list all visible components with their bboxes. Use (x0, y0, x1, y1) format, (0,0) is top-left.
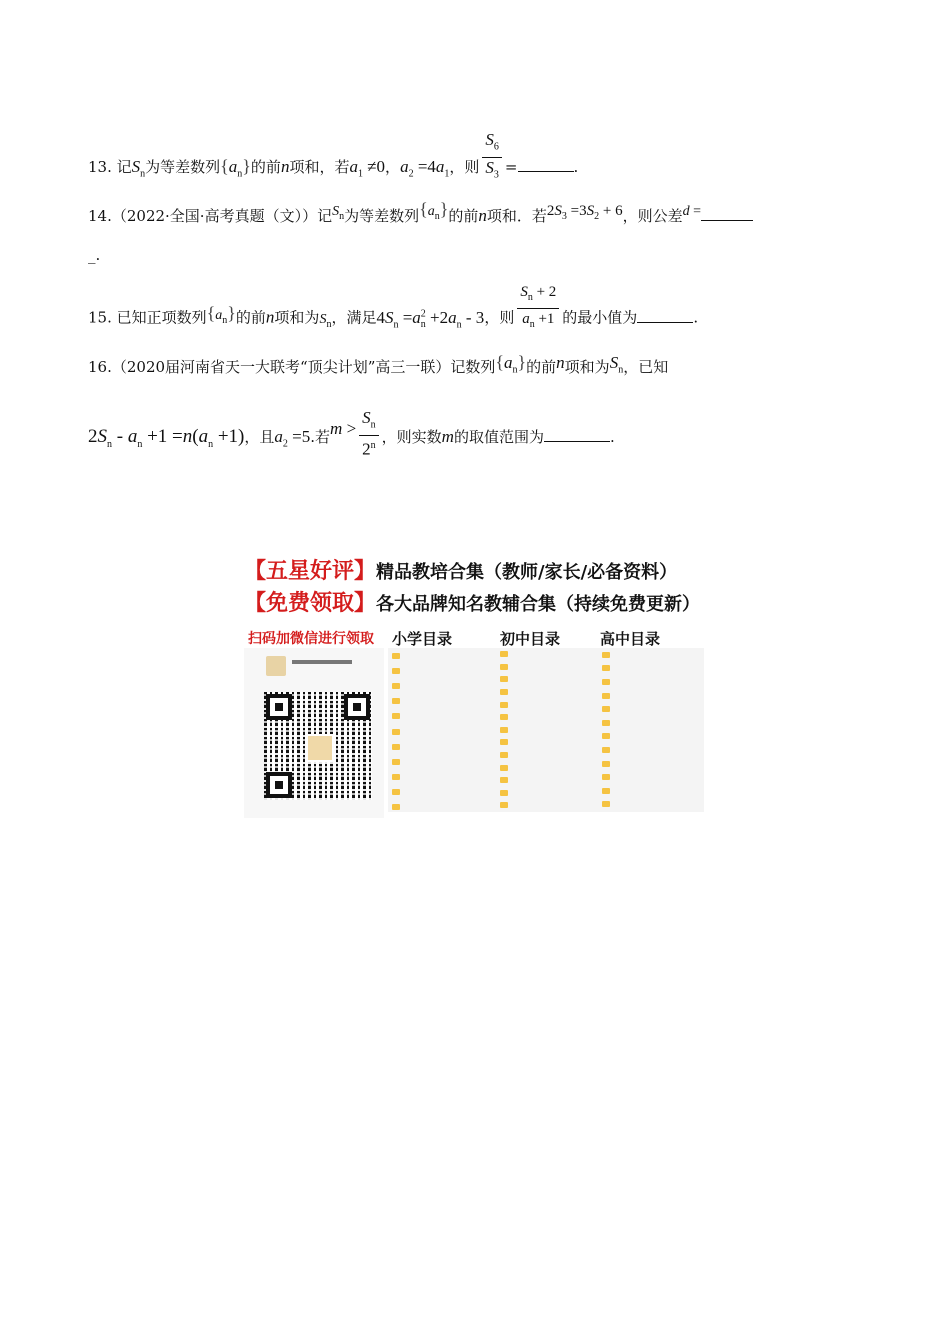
question-14: 14.（2022·全国·高考真题（文））记$S_n$为等差数列$\{a_n\}$的前n项和．若$2S_3 =3S_2 + 6$，则公差d = (88, 205, 753, 228)
answer-blank (518, 157, 574, 172)
folder-icon[interactable] (602, 648, 616, 662)
scan-instruction: 扫码加微信进行领取 (248, 631, 374, 647)
question-14-continued: _. (88, 246, 101, 264)
folder-icon[interactable] (602, 784, 616, 798)
folder-icon[interactable] (392, 678, 406, 693)
question-16: 16.（2020届河南省天一大联考“顶尖计划”高三一联）记数列$\{a_n\}$的前n项和为$S_n$，已知 (88, 352, 669, 376)
promo-line-2: 【免费领取】各大品牌知名教辅合集（持续免费更新） (244, 591, 701, 616)
folder-icon[interactable] (500, 686, 514, 699)
q15-number: 15. 已知正项数列 (88, 308, 207, 327)
folder-icon[interactable] (392, 709, 406, 724)
folder-icon[interactable] (500, 661, 514, 674)
promo-banner[interactable] (244, 550, 712, 820)
answer-blank (637, 308, 693, 323)
folder-icon[interactable] (602, 743, 616, 757)
question-13: 13. 记$S_n$为等差数列$\{a_n\}$的前n项和，若$a_1 \ne 0$，$a_2 =4a_1$，则 $\frac{S_6}{S_3}$ = . (88, 140, 578, 196)
q16-fraction: $\frac{S_n}{2^n}$ (359, 408, 379, 460)
folder-icon[interactable] (602, 798, 616, 812)
folder-icon[interactable] (392, 770, 406, 785)
q16-number: 16.（2020届河南省天一大联考“顶尖计划”高三一联）记数列 (88, 358, 496, 376)
folder-icon[interactable] (392, 663, 406, 678)
folder-icon[interactable] (500, 673, 514, 686)
folder-icon[interactable] (392, 800, 406, 815)
avatar (266, 656, 286, 676)
primary-folder-panel (388, 648, 496, 812)
high-catalog-title: 高中目录 (600, 630, 661, 648)
q14-number: 14.（2022·全国·高考真题（文））记 (88, 207, 333, 225)
folder-icon[interactable] (500, 724, 514, 737)
folder-icon[interactable] (602, 662, 616, 676)
answer-blank (544, 427, 610, 442)
primary-folder-list (392, 648, 406, 815)
promo-line-1: 【五星好评】精品教培合集（教师/家长/必备资料） (244, 559, 678, 584)
middle-folder-panel (496, 648, 594, 812)
q13-number: 13. 记 (88, 157, 132, 176)
folder-icon[interactable] (602, 770, 616, 784)
question-15: 15. 已知正项数列$\{a_n\}$的前n项和为$S_n$，满足$4S_n =a^2_n +2a_n - 3$，则 $\frac{S_n + 2}{a_n +1}$ 的最小值为 . (88, 292, 698, 345)
q15-fraction: $\frac{S_n + 2}{a_n +1}$ (517, 282, 559, 335)
folder-icon[interactable] (500, 761, 514, 774)
folder-icon[interactable] (392, 739, 406, 754)
folder-icon[interactable] (500, 774, 514, 787)
folder-icon[interactable] (500, 698, 514, 711)
q13-fraction: $\frac{S_6}{S_3}$ (482, 130, 502, 186)
folder-icon[interactable] (602, 757, 616, 771)
middle-folder-list (500, 648, 514, 812)
high-folder-list (602, 648, 616, 811)
folder-icon[interactable] (602, 675, 616, 689)
qr-code-icon[interactable] (264, 692, 372, 800)
folder-icon[interactable] (392, 694, 406, 709)
middle-catalog-title: 初中目录 (500, 630, 561, 648)
folder-icon[interactable] (500, 648, 514, 661)
folder-icon[interactable] (392, 785, 406, 800)
folder-icon[interactable] (500, 736, 514, 749)
folder-icon[interactable] (392, 724, 406, 739)
folder-icon[interactable] (602, 689, 616, 703)
folder-icon[interactable] (602, 730, 616, 744)
high-folder-panel (594, 648, 704, 812)
folder-icon[interactable] (392, 648, 406, 663)
question-16-line2: $2S_n - a_n +1 =n(a_n +1)$，且$a_2 =5$.若m > $\frac{S_n}{2^n}$ ，则实数m的取值范围为 . (88, 408, 615, 460)
folder-icon[interactable] (500, 799, 514, 812)
folder-icon[interactable] (602, 716, 616, 730)
folder-icon[interactable] (602, 702, 616, 716)
folder-icon[interactable] (500, 787, 514, 800)
folder-icon[interactable] (500, 749, 514, 762)
primary-catalog-title: 小学目录 (392, 630, 453, 648)
folder-icon[interactable] (500, 711, 514, 724)
answer-blank (701, 206, 753, 221)
folder-icon[interactable] (392, 754, 406, 769)
contact-name-redacted (292, 660, 352, 664)
